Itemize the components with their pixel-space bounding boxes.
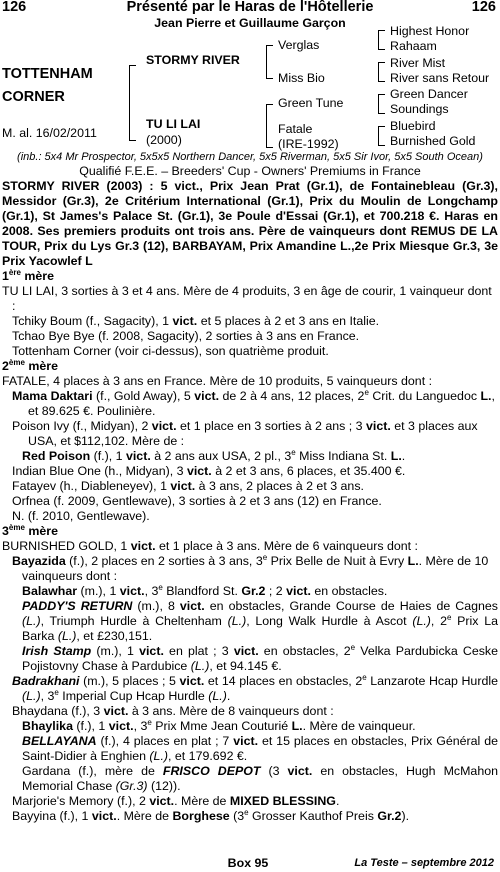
- sire-paragraph: STORMY RIVER (2003) : 5 vict., Prix Jean Prat (Gr.1), de Fontainebleau (Gr.3), Messidor (Gr.3), 2e Critérium International (Gr.1), Prix du Moulin de Longchamp (Gr.1), St James's Palace St. (Gr.1), 3e Poule d'Essai (Gr.1), et 700.218 €. Haras en 2008. Ses premiers produits ont trois ans. Père de vainqueurs dont REMUS DE LA TOUR, Prix du Lys Gr.3 (12), BARBAYAM, Prix Amandine L.,2e Prix Miesque Gr.3, 3e Prix Yacowlef L: [2, 179, 498, 268]
- horse-birth: M. al. 16/02/2011: [2, 126, 97, 140]
- horse-name-line1: TOTTENHAM: [2, 66, 93, 82]
- dam-year: (2000): [146, 133, 182, 147]
- produce-badrakhani: Badrakhani (m.), 5 places ; 5 vict. et 14 places en obstacles, 2e Lanzarote Hcap Hurdle (L.), 3e Imperial Cup Hcap Hurdle (L.).: [12, 672, 498, 703]
- bracket-7: [378, 126, 385, 146]
- bracket-6: [378, 94, 385, 114]
- produce-orfnea: Orfnea (f. 2009, Gentlewave), 3 sorties à 2 et 3 ans (12) en France.: [12, 494, 382, 508]
- produce-bayyina: Bayyina (f.), 1 vict.. Mère de Borghese (3e Grosser Kauthof Preis Gr.2).: [12, 807, 410, 823]
- bracket-5: [378, 62, 385, 82]
- bracket-3: [266, 104, 273, 148]
- sale-location-date: La Teste – septembre 2012: [354, 857, 494, 869]
- sec-sup: ère: [8, 267, 21, 277]
- horse-name-line2: CORNER: [2, 89, 65, 105]
- produce-tchao-bye-bye: Tchao Bye Bye (f. 2008, Sagacity), 2 sorties à 3 ans en France.: [12, 329, 360, 343]
- produce-indian-blue-one: Indian Blue One (h., Midyan), 3 vict. à 2 et 3 ans, 6 places, et 35.400 €.: [12, 464, 406, 478]
- dam-sire: Green Tune: [278, 96, 344, 110]
- sss: Highest Honor: [390, 24, 470, 38]
- lot-number-left: 126: [2, 0, 27, 15]
- bracket-1: [129, 65, 136, 141]
- section-1ere-mere: [2, 269, 498, 284]
- sec-word: mère: [20, 269, 54, 283]
- produce-n-2010: N. (f. 2010, Gentlewave).: [12, 509, 150, 523]
- great-granddam-paragraph: BURNISHED GOLD, 1 vict. et 1 place à 3 ans. Mère de 6 vainqueurs dont :: [2, 539, 418, 553]
- dam-dam-origin: (IRE-1992): [278, 137, 339, 151]
- produce-bhaydana: Bhaydana (f.), 3 vict. à 3 ans. Mère de 8 vainqueurs dont :: [12, 704, 334, 718]
- sdd: River sans Retour: [390, 71, 490, 85]
- produce-bhaylika: Bhaylika (f.), 1 vict., 3e Prix Mme Jean Couturié L.. Mère de vainqueur.: [22, 717, 416, 733]
- section-2eme-mere: 2ème mère: [2, 357, 58, 373]
- produce-red-poison: Red Poison (f.), 1 vict. à 2 ans aux USA, 2 pl., 3e Miss Indiana St. L..: [22, 447, 406, 463]
- section-3eme-mere: 3ème mère: [2, 522, 58, 538]
- sire-name: STORMY RIVER: [146, 53, 240, 67]
- dss: Green Dancer: [390, 87, 468, 101]
- granddam-paragraph: FATALE, 4 places à 3 ans en France. Mère de 10 produits, 5 vainqueurs dont :: [2, 374, 433, 388]
- ssd: Rahaam: [390, 39, 437, 53]
- produce-balawhar: Balawhar (m.), 1 vict., 3e Blandford St. Gr.2 ; 2 vict. en obstacles.: [22, 582, 388, 598]
- produce-tchiky-boum: Tchiky Boum (f., Sagacity), 1 vict. et 5 places à 2 et 3 ans en Italie.: [12, 314, 380, 328]
- produce-fatayev: Fatayev (h., Diableneyev), 1 vict. à 3 ans, 2 places à 2 et 3 ans.: [12, 479, 364, 493]
- sds: River Mist: [390, 56, 446, 70]
- produce-gardana: Gardana (f.), mère de FRISCO DEPOT (3 vict. en obstacles, Hugh McMahon Memorial Chase (Gr.3) (12)).: [22, 764, 499, 793]
- qualification: Qualifié F.E.E. – Breeders' Cup - Owners' Premiums in France: [79, 164, 421, 178]
- sec-num: 1: [2, 269, 9, 283]
- produce-mama-daktari: Mama Daktari (f., Gold Away), 5 vict. de 2 à 4 ans, 12 places, 2e Crit. du Languedoc L., et 89.625 €. Poulinière.: [12, 387, 495, 418]
- produce-marjories-memory: Marjorie's Memory (f.), 2 vict.. Mère de MIXED BLESSING.: [12, 794, 340, 808]
- produce-irish-stamp: Irish Stamp (m.), 1 vict. en plat ; 3 vict. en obstacles, 2e Velka Pardubicka Ceske Pojistovny Chase à Pardubice (L.), et 94.145 €.: [22, 642, 499, 673]
- dam-paragraph: TU LI LAI, 3 sorties à 3 et 4 ans. Mère de 4 produits, 3 en âge de courir, 1 vainqueur dont :: [2, 284, 492, 313]
- sire-dam: Miss Bio: [278, 71, 325, 85]
- inbreeding-note: (inb.: 5x4 Mr Prospector, 5x5x5 Northern Dancer, 5x5 Riverman, 5x5 Sir Ivor, 5x5 South Ocean): [17, 151, 483, 163]
- dam-dam: Fatale: [278, 122, 313, 136]
- dds: Bluebird: [390, 119, 436, 133]
- produce-paddys-return: PADDY'S RETURN (m.), 8 vict. en obstacles, Grande Course de Haies de Cagnes (L.), Triumph Hurdle à Cheltenham (L.), Long Walk Hurdle à Ascot (L.), 2e Prix La Barka (L.), et £230,151.: [22, 599, 498, 643]
- lot-number-right: 126: [471, 0, 496, 15]
- ddd: Burnished Gold: [390, 134, 476, 148]
- bracket-2: [266, 45, 273, 79]
- produce-poison-ivy: Poison Ivy (f., Midyan), 2 vict. et 1 place en 3 sorties à 2 ans ; 3 vict. et 3 places aux USA, et $112,102. Mère de :: [12, 419, 478, 448]
- page-footer: [0, 856, 496, 871]
- dsd: Soundings: [390, 102, 449, 116]
- box-number: Box 95: [227, 856, 269, 870]
- sire-sire: Verglas: [278, 38, 320, 52]
- produce-bellayana: BELLAYANA (f.), 4 places en plat ; 7 vict. et 15 places en obstacles, Prix Général de Saint-Didier à Enghien (L.), et 179.692 €.: [22, 734, 499, 763]
- pedigree-table: [2, 24, 498, 151]
- produce-bayazida: Bayazida (f.), 2 places en 2 sorties à 3 ans, 3e Prix Belle de Nuit à Evry L.. Mère de 10 vainqueurs dont :: [12, 552, 489, 583]
- catalogue-page: [2, 0, 498, 824]
- page-title: Présenté par le Haras de l'Hôtellerie: [126, 0, 374, 15]
- page-header: [2, 0, 498, 16]
- dam-name: TU LI LAI: [146, 117, 201, 131]
- page-subtitle: Jean Pierre et Guillaume Garçon: [154, 16, 346, 30]
- produce-tottenham-corner: Tottenham Corner (voir ci-dessus), son quatrième produit.: [12, 344, 329, 358]
- bracket-4: [378, 30, 385, 50]
